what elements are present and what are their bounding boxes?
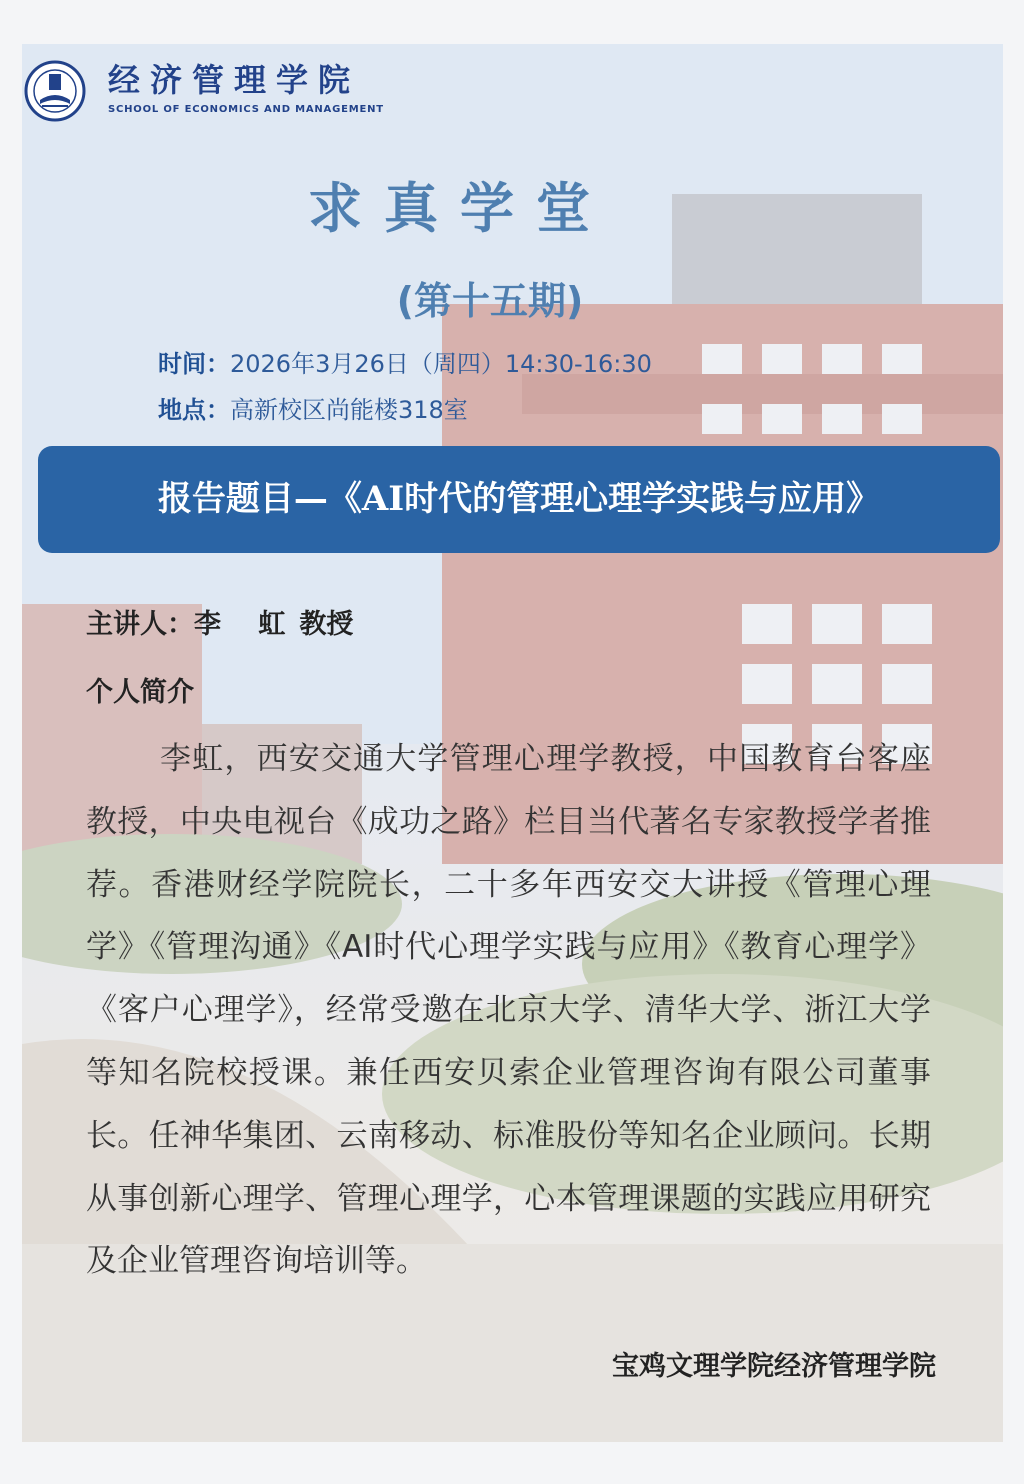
report-title-banner bbox=[38, 446, 1000, 553]
speaker-name: 李 虹 bbox=[194, 609, 300, 640]
place-value: 高新校区尚能楼318室 bbox=[230, 396, 468, 424]
university-seal-icon bbox=[24, 60, 86, 122]
time-line bbox=[158, 344, 652, 379]
speaker-title: 教授 bbox=[299, 609, 354, 640]
issue-number: (第十五期) bbox=[396, 279, 584, 323]
report-title: 报告题目—《AI时代的管理心理学实践与应用》 bbox=[157, 479, 881, 519]
school-name-en: SCHOOL OF ECONOMICS AND MANAGEMENT bbox=[108, 104, 384, 115]
speaker-label: 主讲人： bbox=[86, 609, 194, 640]
lecture-series-title: 求真学堂 bbox=[308, 177, 612, 240]
bio-heading: 个人简介 bbox=[86, 677, 194, 708]
speaker-line bbox=[86, 602, 353, 641]
organizer-signature: 宝鸡文理学院经济管理学院 bbox=[612, 1351, 936, 1382]
bio-text: 李虹，西安交通大学管理心理学教授，中国教育台客座教授，中央电视台《成功之路》栏目当代著名专家教授学者推荐。香港财经学院院长，二十多年西安交大讲授《管理心理学》《管理沟通》《AI时代心理学实践与应用》《教育心理学》《客户心理学》，经常受邀在北京大学、清华大学、浙江大学等知名院校授课。兼任西安贝索企业管理咨询有限公司董事长。任神华集团、云南移动、标准股份等知名企业顾问。长期从事创新心理学、管理心理学，心本管理课题的实践应用研究及企业管理咨询培训等。 bbox=[86, 741, 931, 1280]
school-name-cn: 经济管理学院 bbox=[108, 61, 361, 99]
time-label: 时间： bbox=[158, 350, 230, 378]
time-value: 2026年3月26日（周四）14:30-16:30 bbox=[230, 350, 652, 378]
place-line bbox=[158, 390, 468, 425]
place-label: 地点： bbox=[158, 396, 230, 424]
school-logo bbox=[24, 60, 384, 122]
